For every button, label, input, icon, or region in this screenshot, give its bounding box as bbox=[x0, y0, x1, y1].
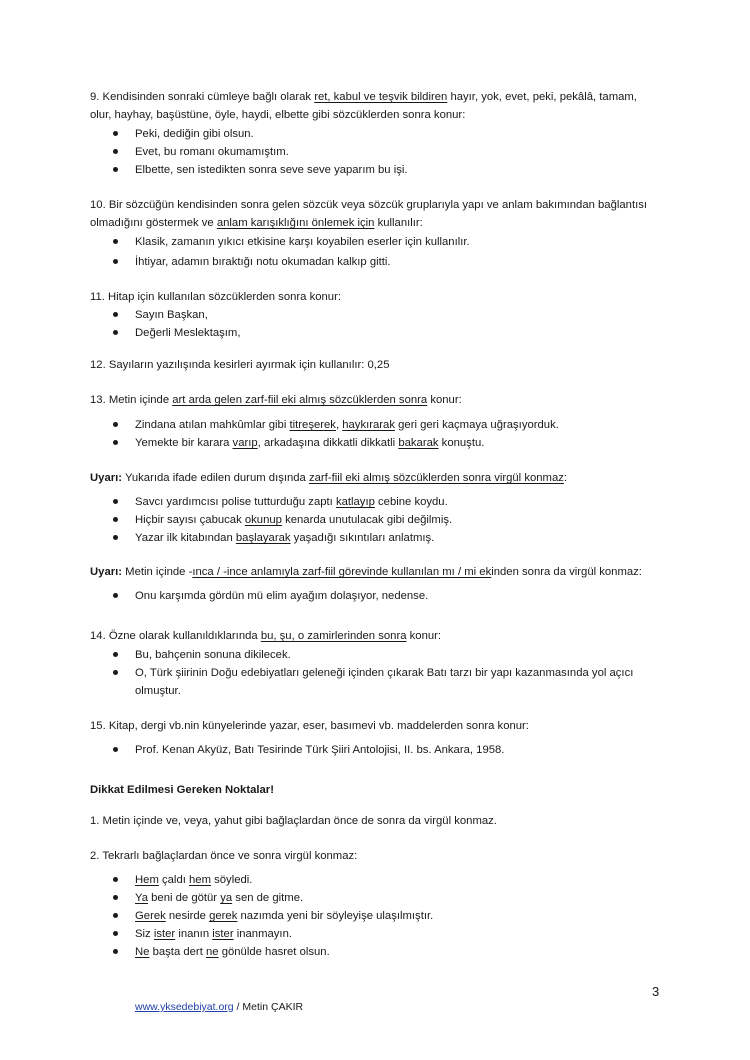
underlined-text: titreşerek bbox=[289, 419, 336, 431]
text: , bbox=[335, 419, 343, 431]
text: olur, hayhay, başüstüne, öyle, haydi, elbette gibi sözcüklerden sonra konur: bbox=[90, 109, 466, 121]
underlined-text: gerek bbox=[209, 910, 238, 922]
rule-14-paragraph bbox=[90, 627, 665, 645]
list-item: Klasik, zamanın yıkıcı etkisine karşı koyabilen eserler için kullanılır. bbox=[135, 233, 665, 251]
text: olmadığını göstermek ve bbox=[90, 217, 217, 229]
underlined-text: Hem bbox=[135, 874, 159, 886]
text: konuştu. bbox=[438, 437, 485, 449]
list-item bbox=[135, 943, 665, 961]
text: 9. Kendisinden sonraki cümleye bağlı olarak bbox=[90, 91, 315, 103]
list-item: Elbette, sen istedikten sonra seve seve yaparım bu işi. bbox=[135, 161, 665, 179]
text: Yazar ilk kitabından bbox=[135, 532, 236, 544]
text: Metin içinde - bbox=[122, 566, 193, 578]
list-item bbox=[135, 529, 665, 547]
text: inanın bbox=[175, 928, 213, 940]
underlined-text: art arda gelen zarf-fiil eki almış sözcüklerden sonra bbox=[172, 394, 428, 406]
rule-11-paragraph: 11. Hitap için kullanılan sözcüklerden sonra konur: bbox=[90, 291, 341, 303]
text: geri geri kaçmaya uğraşıyorduk. bbox=[394, 419, 559, 431]
text: nesirde bbox=[165, 910, 210, 922]
text: gönülde hasret olsun. bbox=[218, 946, 330, 958]
notes-heading: Dikkat Edilmesi Gereken Noktalar! bbox=[90, 784, 274, 796]
list-item bbox=[135, 493, 665, 511]
list-item bbox=[135, 925, 665, 943]
text: söyledi. bbox=[210, 874, 253, 886]
list-item bbox=[135, 434, 665, 452]
list-item bbox=[135, 416, 665, 434]
list-item: Evet, bu romanı okumamıştım. bbox=[135, 143, 665, 161]
text: yaşadığı sıkıntıları anlatmış. bbox=[290, 532, 435, 544]
rule-12-paragraph: 12. Sayıların yazılışında kesirleri ayırmak için kullanılır: 0,25 bbox=[90, 359, 390, 371]
warning-1-paragraph bbox=[90, 469, 665, 487]
text: olmuştur. bbox=[135, 685, 181, 697]
underlined-text: Ya bbox=[135, 892, 148, 904]
text: nazımda yeni bir söyleyişe ulaşılmıştır. bbox=[237, 910, 434, 922]
underlined-text: Ne bbox=[135, 946, 150, 958]
text: hayır, yok, evet, peki, pekâlâ, tamam, bbox=[447, 91, 637, 103]
text: kullanılır: bbox=[374, 217, 423, 229]
text: cebine koydu. bbox=[374, 496, 448, 508]
list-item bbox=[135, 664, 665, 700]
warning-label: Uyarı: bbox=[90, 566, 123, 578]
text: konur: bbox=[406, 630, 442, 642]
underlined-text: başlayarak bbox=[235, 532, 291, 544]
list-item: Onu karşımda gördün mü elim ayağım dolaşıyor, nedense. bbox=[135, 587, 665, 605]
rule-10-paragraph bbox=[90, 196, 665, 232]
underlined-text: hem bbox=[189, 874, 211, 886]
text: 13. Metin içinde bbox=[90, 394, 173, 406]
text: , arkadaşına dikkatli dikkatli bbox=[257, 437, 399, 449]
underlined-text: ne bbox=[205, 946, 219, 958]
text: : bbox=[563, 472, 568, 484]
underlined-text: zarf-fiil eki almış sözcüklerden sonra virgül konmaz bbox=[308, 472, 564, 484]
underlined-text: katlayıp bbox=[335, 496, 375, 508]
underlined-text: varıp bbox=[232, 437, 258, 449]
underlined-text: bakarak bbox=[398, 437, 439, 449]
text: konur: bbox=[427, 394, 462, 406]
footer bbox=[135, 1001, 303, 1013]
website-link[interactable]: www.yksedebiyat.org bbox=[135, 1001, 234, 1013]
page-number: 3 bbox=[652, 984, 660, 999]
list-item: İhtiyar, adamın bıraktığı notu okumadan kalkıp gitti. bbox=[135, 253, 665, 271]
rule-15-paragraph: 15. Kitap, dergi vb.nin künyelerinde yazar, eser, basımevi vb. maddelerden sonra konur: bbox=[90, 720, 529, 732]
text: kenarda unutulacak gibi değilmiş. bbox=[281, 514, 453, 526]
list-item: Sayın Başkan, bbox=[135, 306, 665, 324]
text: Siz bbox=[135, 928, 154, 940]
text: beni de götür bbox=[147, 892, 221, 904]
text: Yemekte bir karara bbox=[135, 437, 233, 449]
underlined-text: Gerek bbox=[135, 910, 166, 922]
note-1: 1. Metin içinde ve, veya, yahut gibi bağlaçlardan önce de sonra da virgül konmaz. bbox=[90, 815, 497, 827]
list-item: Peki, dediğin gibi olsun. bbox=[135, 125, 665, 143]
text: 10. Bir sözcüğün kendisinden sonra gelen sözcük veya sözcük gruplarıyla yapı ve anlam bakımından bağlantısı bbox=[90, 199, 648, 211]
footer-author: / Metin ÇAKIR bbox=[233, 1001, 304, 1013]
text: O, Türk şiirinin Doğu edebiyatları geleneği içinden çıkarak Batı tarzı bir yapı kazanmasında yol açıcı bbox=[135, 667, 634, 679]
rule-9-paragraph bbox=[90, 88, 665, 124]
underlined-text: bu, şu, o zamirlerinden sonra bbox=[260, 630, 407, 642]
list-item bbox=[135, 889, 665, 907]
underlined-text: okunup bbox=[244, 514, 282, 526]
text: 14. Özne olarak kullanıldıklarında bbox=[90, 630, 261, 642]
text: çaldı bbox=[158, 874, 189, 886]
text: sen de gitme. bbox=[232, 892, 304, 904]
text: inanmayın. bbox=[233, 928, 292, 940]
list-item: Prof. Kenan Akyüz, Batı Tesirinde Türk Şiiri Antolojisi, II. bs. Ankara, 1958. bbox=[135, 741, 665, 759]
underlined-text: ister bbox=[212, 928, 234, 940]
list-item: Bu, bahçenin sonuna dikilecek. bbox=[135, 646, 665, 664]
list-item bbox=[135, 511, 665, 529]
underlined-text: ret, kabul ve teşvik bildiren bbox=[314, 91, 448, 103]
underlined-text: ister bbox=[153, 928, 176, 940]
text: Yukarıda ifade edilen durum dışında bbox=[122, 472, 309, 484]
list-item: Değerli Meslektaşım, bbox=[135, 324, 665, 342]
warning-2-paragraph bbox=[90, 563, 665, 581]
text: Zindana atılan mahkûmlar gibi bbox=[135, 419, 290, 431]
list-item bbox=[135, 871, 665, 889]
underlined-text: ya bbox=[220, 892, 233, 904]
text: başta dert bbox=[149, 946, 206, 958]
note-2: 2. Tekrarlı bağlaçlardan önce ve sonra virgül konmaz: bbox=[90, 850, 358, 862]
text: inden sonra da virgül konmaz: bbox=[491, 566, 642, 578]
list-item bbox=[135, 907, 665, 925]
underlined-text: ınca / -ince anlamıyla zarf-fiil görevinde kullanılan mı / mi ek bbox=[192, 566, 492, 578]
underlined-text: anlam karışıklığını önlemek için bbox=[216, 217, 375, 229]
rule-13-paragraph bbox=[90, 391, 665, 409]
underlined-text: haykırarak bbox=[342, 419, 395, 431]
warning-label: Uyarı: bbox=[90, 472, 123, 484]
text: Hiçbir sayısı çabucak bbox=[135, 514, 245, 526]
text: Savcı yardımcısı polise tutturduğu zaptı bbox=[135, 496, 336, 508]
